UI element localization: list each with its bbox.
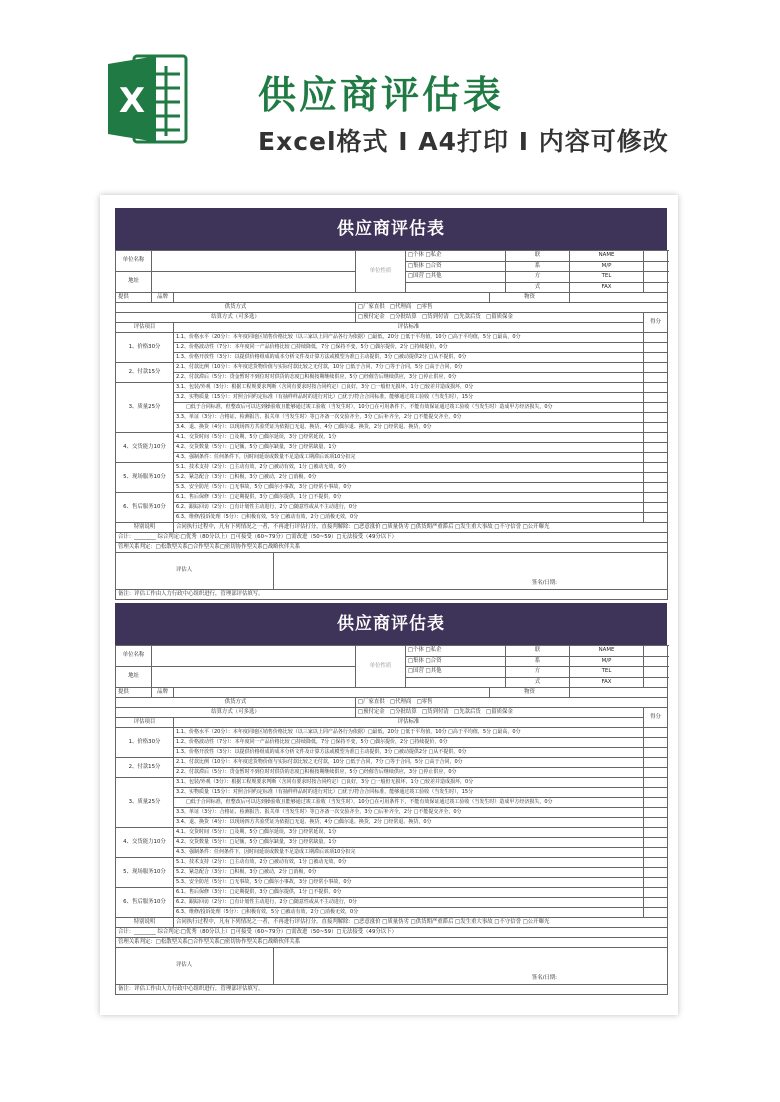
unit-nature-label: 单位性质 (356, 251, 406, 293)
brand-label: 品牌 (152, 688, 174, 698)
contact-fax-label: FAX (570, 282, 644, 293)
score-cell[interactable] (644, 828, 668, 838)
nature-option-2[interactable]: □集体 □合资 (406, 656, 506, 667)
section-name: 5、现场服务10分 (116, 858, 174, 888)
section-name: 2、付款15分 (116, 363, 174, 383)
score-cell[interactable] (644, 728, 668, 738)
score-cell[interactable] (644, 888, 668, 898)
special-text: 合同执行过程中，凡有下列情况之一者，不再进行评估打分，直接判解除：□恶意涨价 □质量伪劣 □供货期严重滞后 □发生重大事故 □不守信誉 □公开曝光 (174, 523, 668, 533)
section-name: 4、交货能力10分 (116, 433, 174, 463)
score-cell[interactable] (644, 808, 668, 818)
criterion-text[interactable]: 2.1、付款比例（10分）：本年度送货物价值与实际付款比较之无付款，10分 □低于合同，7分 □等于合同，5分 □高于合同，0分 (174, 363, 644, 373)
form-title: 供应商评估表 (115, 208, 667, 250)
criterion-text[interactable]: 2.1、付款比例（10分）：本年度送货物价值与实际付款比较之无付款，10分 □低于合同，7分 □等于合同，5分 □高于合同，0分 (174, 758, 644, 768)
nature-option-2[interactable]: □集体 □合资 (406, 261, 506, 272)
score-cell[interactable] (644, 403, 668, 413)
promo-header (0, 0, 780, 190)
criterion-text[interactable]: 6.1、售后保修（3分）：□定期提供，3分 □偶尔提供，1分 □不提供，0分 (174, 888, 644, 898)
criteria-body (116, 728, 668, 918)
special-text: 合同执行过程中，凡有下列情况之一者，不再进行评估打分，直接判解除：□恶意涨价 □质量伪劣 □供货期严重滞后 □发生重大事故 □不守信誉 □公开曝光 (174, 918, 668, 928)
brand-field[interactable] (174, 293, 490, 303)
criterion-text[interactable]: 3.2、实物质量（15分）：对照合同约定标准（有抽样样品时的进行对比）□优于/符合合同标准，能够通过竣工验收（当发生时），15分 (174, 393, 644, 403)
evaluation-table (115, 250, 668, 600)
contact-fax-field[interactable] (644, 282, 668, 293)
address-field[interactable] (152, 272, 356, 293)
section-name: 1、价格30分 (116, 728, 174, 758)
supply-label: 提供 (116, 688, 152, 698)
contact-char-4: 式 (506, 282, 570, 293)
criterion-text[interactable]: 6.2、跟踪回访（2分）：□有计划性主动进行，2分 □随意性或从不主动进行，0分 (174, 503, 644, 513)
criterion-text[interactable]: 1.2、价格波动性（7分）：本年度同一产品价格比较 □持续降低，7分 □保持不变，5分 □偶尔提价，2分 □持续提价，0分 (174, 343, 644, 353)
address-label: 地址 (116, 667, 152, 688)
criterion-text[interactable]: 1.2、价格波动性（7分）：本年度同一产品价格比较 □持续降低，7分 □保持不变，5分 □偶尔提价，2分 □持续提价，0分 (174, 738, 644, 748)
address-label: 地址 (116, 272, 152, 293)
contact-char-3: 方 (506, 667, 570, 678)
form-copy-2 (115, 603, 667, 995)
contact-char-1: 联 (506, 646, 570, 657)
contact-mp-label: M/P (570, 261, 644, 272)
svg-text:X: X (118, 81, 146, 121)
unit-name-field[interactable] (152, 251, 356, 272)
supply-method-options[interactable]: □厂家直供 □代理商 □零售 (356, 698, 668, 708)
settlement-options[interactable]: □预付定金 □分批结算 □货到付清 □先款后货 □留质保金 (356, 708, 644, 718)
score-cell[interactable] (644, 908, 668, 918)
note: 备注：评估工作由人力行政中心组织进行，管理部评估填写。 (116, 985, 668, 995)
score-cell[interactable] (644, 383, 668, 393)
contact-char-3: 方 (506, 272, 570, 283)
score-cell[interactable] (644, 768, 668, 778)
criterion-text[interactable]: □低于合同标准，但整改后可以达到操验收且能够通过竣工验收（当发生时），10分□在可用条件下，不能有效保证通过竣工验收（当发生时）造成甲方经济损失，0分 (174, 403, 644, 413)
score-cell[interactable] (644, 333, 668, 343)
score-cell[interactable] (644, 413, 668, 423)
score-cell[interactable] (644, 758, 668, 768)
contact-mp-field[interactable] (644, 261, 668, 272)
score-cell[interactable] (644, 473, 668, 483)
score-cell[interactable] (644, 503, 668, 513)
criterion-text[interactable]: 3.3、单证（3分）：合格证、检测报告、报关单（当发生时）等□齐备一次交验齐全，3分 □后补齐全，2分 □不能提交齐全，0分 (174, 413, 644, 423)
score-cell[interactable] (644, 453, 668, 463)
section-name: 3、质量25分 (116, 778, 174, 828)
criterion-text[interactable]: 3.2、实物质量（15分）：对照合同约定标准（有抽样样品时的进行对比）□优于/符合合同标准，能够通过竣工验收（当发生时），15分 (174, 788, 644, 798)
score-cell[interactable] (644, 423, 668, 433)
signature-area[interactable] (274, 553, 668, 590)
nature-option-3[interactable]: □国营 □其他 (406, 667, 506, 678)
note: 备注：评估工作由人力行政中心组织进行，管理部评估填写。 (116, 590, 668, 600)
unit-name-label: 单位名称 (116, 251, 152, 272)
criterion-text[interactable]: 2.2、付款滞后（5分）：贷金暂时不到位时对供货的态度□积极按期继续供应，5分 □经催告后继续供应，3分 □停止供应，0分 (174, 373, 644, 383)
assessor-label: 评估人 (116, 553, 274, 590)
section-name: 6、售后服务10分 (116, 493, 174, 523)
goods-label: 物资 (490, 293, 570, 303)
nature-option-1[interactable]: □个体 □私企 (406, 646, 506, 657)
score-cell[interactable] (644, 483, 668, 493)
criterion-text[interactable]: □低于合同标准，但整改后可以达到操验收且能够通过竣工验收（当发生时），10分□在可用条件下，不能有效保证通过竣工验收（当发生时）造成甲方经济损失，0分 (174, 798, 644, 808)
supply-method-label: 供货方式 (116, 303, 356, 313)
excel-icon (108, 52, 188, 146)
section-name: 2、付款15分 (116, 758, 174, 778)
criterion-text[interactable]: 3.3、单证（3分）：合格证、检测报告、报关单（当发生时）等□齐备一次交验齐全，3分 □后补齐全，2分 □不能提交齐全，0分 (174, 808, 644, 818)
eval-standard-header: 评估标准 (174, 718, 644, 728)
contact-tel-field[interactable] (644, 272, 668, 283)
score-cell[interactable] (644, 393, 668, 403)
score-cell[interactable] (644, 513, 668, 523)
nature-option-3[interactable]: □国营 □其他 (406, 272, 506, 283)
score-cell[interactable] (644, 463, 668, 473)
criterion-text[interactable]: 5.2、紧急配合（3分）：□积极，3分 □被动，2分 □消极，0分 (174, 868, 644, 878)
criterion-text[interactable]: 4.2、交货数量（5分）：□足额，5分 □偶尔缺量，3分 □经常缺量，1分 (174, 443, 644, 453)
score-cell[interactable] (644, 838, 668, 848)
criterion-text[interactable]: 3.4、退、换货（4分）：以现场四方共验凭证为依据□无退、换货，4分 □偶尔退、换货，2分 □经常退、换货，0分 (174, 423, 644, 433)
contact-name-field[interactable] (644, 251, 668, 262)
goods-label: 物资 (490, 688, 570, 698)
settlement-label: 结算方式（可多选） (116, 708, 356, 718)
score-cell[interactable] (644, 798, 668, 808)
score-cell[interactable] (644, 443, 668, 453)
criterion-text[interactable]: 1.3、价格开放性（3分）：以提供价格组成的成本分析文件及计算方法或模型为准□主动提供，3分 □被动提供2分 □从不提供，0分 (174, 748, 644, 758)
criterion-text[interactable]: 6.3、维修/投诉处理（5分）：□积极有效，5分 □被动有效，2分 □消极无效，0分 (174, 513, 644, 523)
unit-nature-label: 单位性质 (356, 646, 406, 688)
total-judgement[interactable]: 合计：________ 综合判定:□优秀（80分以上）□可接受（60~79分）□需改进（50~59）□无法接受（49分以下） (116, 533, 668, 543)
goods-field[interactable] (570, 293, 668, 303)
relation-judgement[interactable]: 管理关系判定：□松散型关系□合作型关系□密切协作型关系□战略伙伴关系 (116, 543, 668, 553)
criterion-text[interactable]: 6.3、维修/投诉处理（5分）：□积极有效，5分 □被动有效，2分 □消极无效，0分 (174, 908, 644, 918)
contact-mp-field[interactable] (644, 656, 668, 667)
special-label: 特别说明 (116, 523, 174, 533)
section-name: 5、现场服务10分 (116, 463, 174, 493)
sign-date-label: 签名/日期: (531, 974, 557, 981)
criterion-text[interactable]: 5.1、技术支持（2分）：□主动有效，2分 □被动有效，1分 □被动无效，0分 (174, 463, 644, 473)
score-cell[interactable] (644, 858, 668, 868)
score-cell[interactable] (644, 848, 668, 858)
score-cell[interactable] (644, 868, 668, 878)
score-cell[interactable] (644, 373, 668, 383)
section-name: 1、价格30分 (116, 333, 174, 363)
contact-tel-label: TEL (570, 667, 644, 678)
contact-fax-field[interactable] (644, 677, 668, 688)
score-cell[interactable] (644, 778, 668, 788)
relation-judgement[interactable]: 管理关系判定：□松散型关系□合作型关系□密切协作型关系□战略伙伴关系 (116, 938, 668, 948)
criterion-text[interactable]: 4.3、强制条件：任何条件下，因时间延误或数量不足造成工期滞后该项10分扣完 (174, 453, 644, 463)
address-field[interactable] (152, 667, 356, 688)
eval-item-header: 评估项目 (116, 323, 174, 333)
score-cell[interactable] (644, 788, 668, 798)
contact-name-field[interactable] (644, 646, 668, 657)
eval-item-header: 评估项目 (116, 718, 174, 728)
settlement-label: 结算方式（可多选） (116, 313, 356, 323)
score-cell[interactable] (644, 363, 668, 373)
unit-name-label: 单位名称 (116, 646, 152, 667)
goods-field[interactable] (570, 688, 668, 698)
unit-name-field[interactable] (152, 646, 356, 667)
criterion-text[interactable]: 4.2、交货数量（5分）：□足额，5分 □偶尔缺量，3分 □经常缺量，1分 (174, 838, 644, 848)
nature-option-1[interactable]: □个体 □私企 (406, 251, 506, 262)
criterion-text[interactable]: 6.2、跟踪回访（2分）：□有计划性主动进行，2分 □随意性或从不主动进行，0分 (174, 898, 644, 908)
special-label: 特别说明 (116, 918, 174, 928)
criterion-text[interactable]: 5.1、技术支持（2分）：□主动有效，2分 □被动有效，1分 □被动无效，0分 (174, 858, 644, 868)
score-cell[interactable] (644, 493, 668, 503)
form-title: 供应商评估表 (115, 603, 667, 645)
assessor-label: 评估人 (116, 948, 274, 985)
contact-char-2: 系 (506, 261, 570, 272)
criterion-text[interactable]: 2.2、付款滞后（5分）：贷金暂时不到位时对供货的态度□积极按期继续供应，5分 □经催告后继续供应，3分 □停止供应，0分 (174, 768, 644, 778)
contact-tel-field[interactable] (644, 667, 668, 678)
signature-area[interactable] (274, 948, 668, 985)
criterion-text[interactable]: 3.4、退、换货（4分）：以现场四方共验凭证为依据□无退、换货，4分 □偶尔退、换货，2分 □经常退、换货，0分 (174, 818, 644, 828)
criteria-body (116, 333, 668, 523)
nature-blank (406, 677, 506, 688)
criterion-text[interactable]: 1.1、价格水平（20分）：本年度同地区销售价格比较（以三家以上同产品各行为依据）□最低，20分 □低于平均值，10分 □高于平均值，5分 □最高，0分 (174, 728, 644, 738)
contact-mp-label: M/P (570, 656, 644, 667)
evaluation-table (115, 645, 668, 995)
criterion-text[interactable]: 1.3、价格开放性（3分）：以提供价格组成的成本分析文件及计算方法或模型为准□主动提供，3分 □被动提供2分 □从不提供，0分 (174, 353, 644, 363)
contact-char-2: 系 (506, 656, 570, 667)
contact-tel-label: TEL (570, 272, 644, 283)
contact-char-1: 联 (506, 251, 570, 262)
score-cell[interactable] (644, 738, 668, 748)
form-copy-1 (115, 208, 667, 600)
criterion-text[interactable]: 1.1、价格水平（20分）：本年度同地区销售价格比较（以三家以上同产品各行为依据）□最低，20分 □低于平均值，10分 □高于平均值，5分 □最高，0分 (174, 333, 644, 343)
criterion-text[interactable]: 3.1、包装/外观（3分）：根据工程规要求判断（含同有要求时按合同约定）□良好，3分 □一般但无损坏，1分 □较差并造成损坏，0分 (174, 778, 644, 788)
promo-title: 供应商评估表 (258, 73, 505, 117)
score-cell[interactable] (644, 343, 668, 353)
criterion-text[interactable]: 6.1、售后保修（3分）：□定期提供，3分 □偶尔提供，1分 □不提供，0分 (174, 493, 644, 503)
supply-method-label: 供货方式 (116, 698, 356, 708)
criterion-text[interactable]: 4.1、交货时间（5分）：□及期，5分 □偶尔延误，3分 □经常延误，1分 (174, 828, 644, 838)
supply-method-options[interactable]: □厂家直供 □代理商 □零售 (356, 303, 668, 313)
promo-subtitle: Excel格式 I A4打印 I 内容可修改 (258, 127, 669, 156)
criterion-text[interactable]: 5.2、紧急配合（3分）：□积极，3分 □被动，2分 □消极，0分 (174, 473, 644, 483)
score-header: 得分 (644, 708, 668, 728)
contact-name-label: NAME (570, 646, 644, 657)
brand-field[interactable] (174, 688, 490, 698)
sign-date-label: 签名/日期: (531, 579, 557, 586)
brand-label: 品牌 (152, 293, 174, 303)
score-header: 得分 (644, 313, 668, 333)
supply-label: 提供 (116, 293, 152, 303)
criterion-text[interactable]: 3.1、包装/外观（3分）：根据工程规要求判断（含同有要求时按合同约定）□良好，3分 □一般但无损坏，1分 □较差并造成损坏，0分 (174, 383, 644, 393)
contact-fax-label: FAX (570, 677, 644, 688)
score-cell[interactable] (644, 818, 668, 828)
score-cell[interactable] (644, 353, 668, 363)
eval-standard-header: 评估标准 (174, 323, 644, 333)
nature-blank (406, 282, 506, 293)
score-cell[interactable] (644, 898, 668, 908)
total-judgement[interactable]: 合计：________ 综合判定:□优秀（80分以上）□可接受（60~79分）□需改进（50~59）□无法接受（49分以下） (116, 928, 668, 938)
section-name: 3、质量25分 (116, 383, 174, 433)
score-cell[interactable] (644, 748, 668, 758)
criterion-text[interactable]: 5.3、安全防范（5分）：□无事故，5分 □偶尔小事故，3分 □经常小事故，0分 (174, 878, 644, 888)
section-name: 6、售后服务10分 (116, 888, 174, 918)
settlement-options[interactable]: □预付定金 □分批结算 □货到付清 □先款后货 □留质保金 (356, 313, 644, 323)
criterion-text[interactable]: 4.1、交货时间（5分）：□及期，5分 □偶尔延误，3分 □经常延误，1分 (174, 433, 644, 443)
contact-char-4: 式 (506, 677, 570, 688)
score-cell[interactable] (644, 433, 668, 443)
contact-name-label: NAME (570, 251, 644, 262)
section-name: 4、交货能力10分 (116, 828, 174, 858)
score-cell[interactable] (644, 878, 668, 888)
criterion-text[interactable]: 4.3、强制条件：任何条件下，因时间延误或数量不足造成工期滞后该项10分扣完 (174, 848, 644, 858)
criterion-text[interactable]: 5.3、安全防范（5分）：□无事故，5分 □偶尔小事故，3分 □经常小事故，0分 (174, 483, 644, 493)
